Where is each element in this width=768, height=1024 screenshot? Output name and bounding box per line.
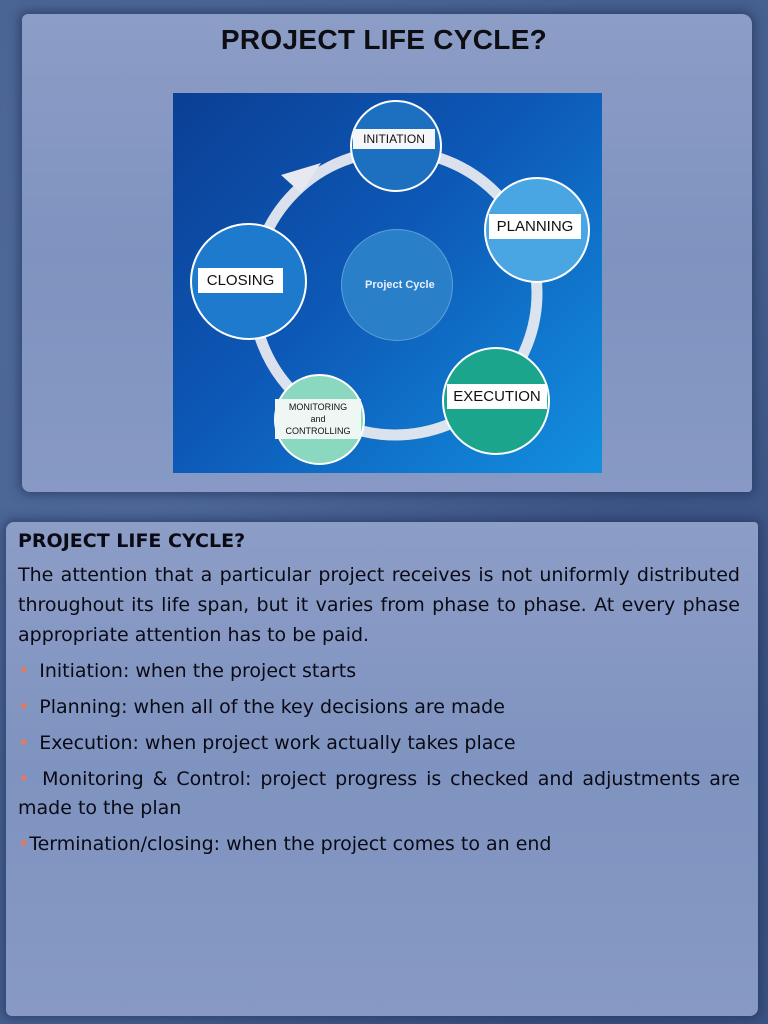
bullet-text: Initiation: when the project starts — [33, 660, 357, 682]
project-cycle-diagram — [173, 93, 602, 473]
slide-title: PROJECT LIFE CYCLE? — [220, 24, 548, 55]
bullet-monitoring — [18, 765, 740, 823]
bullet-text: Execution: when project work actually takes place — [33, 732, 516, 754]
planning-label: PLANNING — [489, 214, 581, 239]
center-label: Project Cycle — [365, 279, 435, 291]
bullet-text: Termination/closing: when the project comes to an end — [29, 833, 552, 855]
bullet-initiation — [18, 657, 740, 686]
body-intro: The attention that a particular project receives is not uniformly distributed throughout its life span, but it varies from phase to phase. At every phase appropriate attention has to be paid. — [18, 564, 740, 646]
monitoring-label-line1: MONITORING — [288, 402, 348, 412]
bullet-text: Monitoring & Control: project progress is checked and adjustments are made to the plan — [18, 768, 740, 819]
bullet-dot-icon: • — [18, 696, 30, 718]
bullet-closing — [18, 830, 740, 859]
monitoring-label-line2: and — [310, 414, 326, 424]
closing-label: CLOSING — [198, 268, 283, 293]
bullet-dot-icon: • — [18, 768, 30, 790]
bullet-text: Planning: when all of the key decisions are made — [33, 696, 505, 718]
initiation-label: INITIATION — [353, 129, 435, 149]
bullet-dot-icon: • — [18, 833, 30, 855]
bullet-dot-icon: • — [18, 660, 30, 682]
bullet-planning — [18, 693, 740, 722]
monitoring-label-line3: CONTROLLING — [285, 426, 351, 436]
bullet-execution — [18, 729, 740, 758]
monitoring-label — [275, 399, 361, 439]
body-heading: PROJECT LIFE CYCLE? — [18, 530, 246, 552]
execution-label: EXECUTION — [447, 384, 547, 409]
body-content — [18, 530, 740, 859]
bullet-dot-icon: • — [18, 732, 30, 754]
